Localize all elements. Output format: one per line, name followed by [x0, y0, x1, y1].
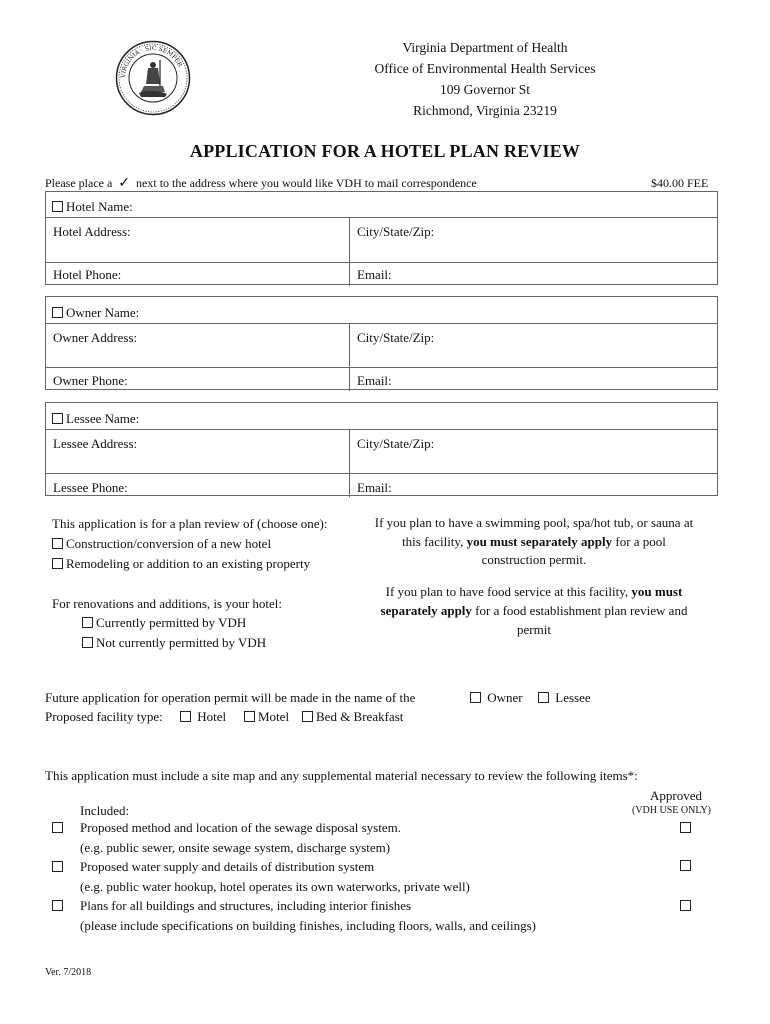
approved-checkbox-3[interactable] [680, 897, 694, 915]
included-header: Included: [80, 803, 130, 818]
lessee-info-box [45, 402, 718, 496]
option-remodeling[interactable]: Remodeling or addition to an existing property [52, 555, 310, 572]
checkbox-icon[interactable] [680, 860, 691, 871]
item-2-sub: (e.g. public water hookup, hotel operates its own waterworks, private well) [80, 879, 470, 894]
svg-text:VIRGINIA · SIC SEMPER: VIRGINIA · SIC SEMPER [119, 44, 184, 79]
virginia-seal [115, 40, 191, 116]
checkmark-icon: ✓ [118, 176, 131, 191]
lessee-city-field[interactable]: City/State/Zip: [357, 436, 435, 451]
included-checkbox-icon[interactable] [52, 900, 63, 911]
vdh-use-only: (VDH USE ONLY) [632, 805, 711, 816]
hotel-phone-field[interactable]: Hotel Phone: [53, 267, 122, 282]
item-1-main: Proposed method and location of the sewage disposal system. [80, 820, 401, 835]
option-new-construction[interactable]: Construction/conversion of a new hotel [52, 535, 271, 552]
lessee-name-field[interactable]: Lessee Name: [52, 411, 139, 427]
item-2-main: Proposed water supply and details of distribution system [80, 859, 375, 874]
renovation-question: For renovations and additions, is your hotel: [52, 596, 283, 611]
food-note-line2: separately apply for a food establishment plan review and [380, 603, 688, 618]
option-owner[interactable]: Owner [470, 689, 523, 706]
owner-city-field[interactable]: City/State/Zip: [357, 330, 435, 345]
included-checkbox-icon[interactable] [52, 861, 63, 872]
included-checkbox-icon[interactable] [52, 822, 63, 833]
checkbox-icon[interactable] [538, 692, 549, 703]
checkbox-icon[interactable] [52, 538, 63, 549]
checkbox-icon[interactable] [52, 558, 63, 569]
hotel-name-field[interactable]: Hotel Name: [52, 199, 133, 215]
page-title: APPLICATION FOR A HOTEL PLAN REVIEW [189, 141, 581, 161]
owner-name-field[interactable]: Owner Name: [52, 305, 139, 321]
fee-label: $40.00 FEE [651, 176, 709, 190]
header-office: Office of Environmental Health Services [374, 61, 596, 76]
item-2[interactable] [52, 858, 66, 875]
header-agency: Virginia Department of Health [402, 40, 568, 55]
item-3[interactable] [52, 897, 66, 914]
owner-info-box [45, 296, 718, 390]
checkbox-icon[interactable] [680, 822, 691, 833]
approved-header: Approved [650, 788, 702, 803]
option-hotel[interactable]: Hotel [180, 708, 226, 725]
food-note-line3: permit [517, 622, 551, 637]
pool-note-line3: construction permit. [481, 552, 587, 567]
checkbox-icon[interactable] [52, 201, 63, 212]
lessee-phone-field[interactable]: Lessee Phone: [53, 480, 128, 495]
owner-phone-field[interactable]: Owner Phone: [53, 373, 128, 388]
checkbox-icon[interactable] [82, 637, 93, 648]
option-not-permitted[interactable]: Not currently permitted by VDH [82, 634, 266, 651]
food-note-line1: If you plan to have food service at this facility, you must [385, 584, 683, 599]
hotel-city-field[interactable]: City/State/Zip: [357, 224, 435, 239]
item-1-sub: (e.g. public sewer, onsite sewage system, discharge system) [80, 840, 391, 855]
pool-note-line2: this facility, you must separately apply for a pool [402, 534, 666, 549]
header-street: 109 Governor St [440, 82, 530, 97]
plan-review-question: This application is for a plan review of (choose one): [52, 516, 328, 531]
approved-checkbox-1[interactable] [680, 819, 694, 837]
hotel-info-box [45, 191, 718, 285]
mail-instruction: Please place a ✓ next to the address where you would like VDH to mail correspondence [45, 176, 477, 191]
option-bed-breakfast[interactable]: Bed & Breakfast [302, 708, 403, 725]
item-3-main: Plans for all buildings and structures, including interior finishes [80, 898, 412, 913]
owner-address-field[interactable]: Owner Address: [53, 330, 138, 345]
lessee-address-field[interactable]: Lessee Address: [53, 436, 138, 451]
item-1[interactable] [52, 819, 66, 836]
header-city: Richmond, Virginia 23219 [413, 103, 557, 118]
owner-email-field[interactable]: Email: [357, 373, 392, 388]
item-3-sub: (please include specifications on building finishes, including floors, walls, and ceilings) [80, 918, 536, 933]
approved-checkbox-2[interactable] [680, 857, 694, 875]
option-motel[interactable]: Motel [244, 708, 289, 725]
checkbox-icon[interactable] [180, 711, 191, 722]
items-intro: This application must include a site map and any supplemental material necessary to review the following items*: [45, 768, 638, 783]
checkbox-icon[interactable] [52, 307, 63, 318]
checkbox-icon[interactable] [244, 711, 255, 722]
checkbox-icon[interactable] [82, 617, 93, 628]
checkbox-icon[interactable] [52, 413, 63, 424]
option-currently-permitted[interactable]: Currently permitted by VDH [82, 614, 246, 631]
pool-note-line1: If you plan to have a swimming pool, spa/hot tub, or sauna at [374, 515, 694, 530]
future-permit-question: Future application for operation permit will be made in the name of the [45, 690, 416, 705]
checkbox-icon[interactable] [302, 711, 313, 722]
checkbox-icon[interactable] [680, 900, 691, 911]
facility-type-label: Proposed facility type: [45, 709, 163, 724]
checkbox-icon[interactable] [470, 692, 481, 703]
hotel-email-field[interactable]: Email: [357, 267, 392, 282]
version-label: Ver. 7/2018 [45, 967, 92, 978]
hotel-address-field[interactable]: Hotel Address: [53, 224, 131, 239]
option-lessee[interactable]: Lessee [538, 689, 591, 706]
lessee-email-field[interactable]: Email: [357, 480, 392, 495]
